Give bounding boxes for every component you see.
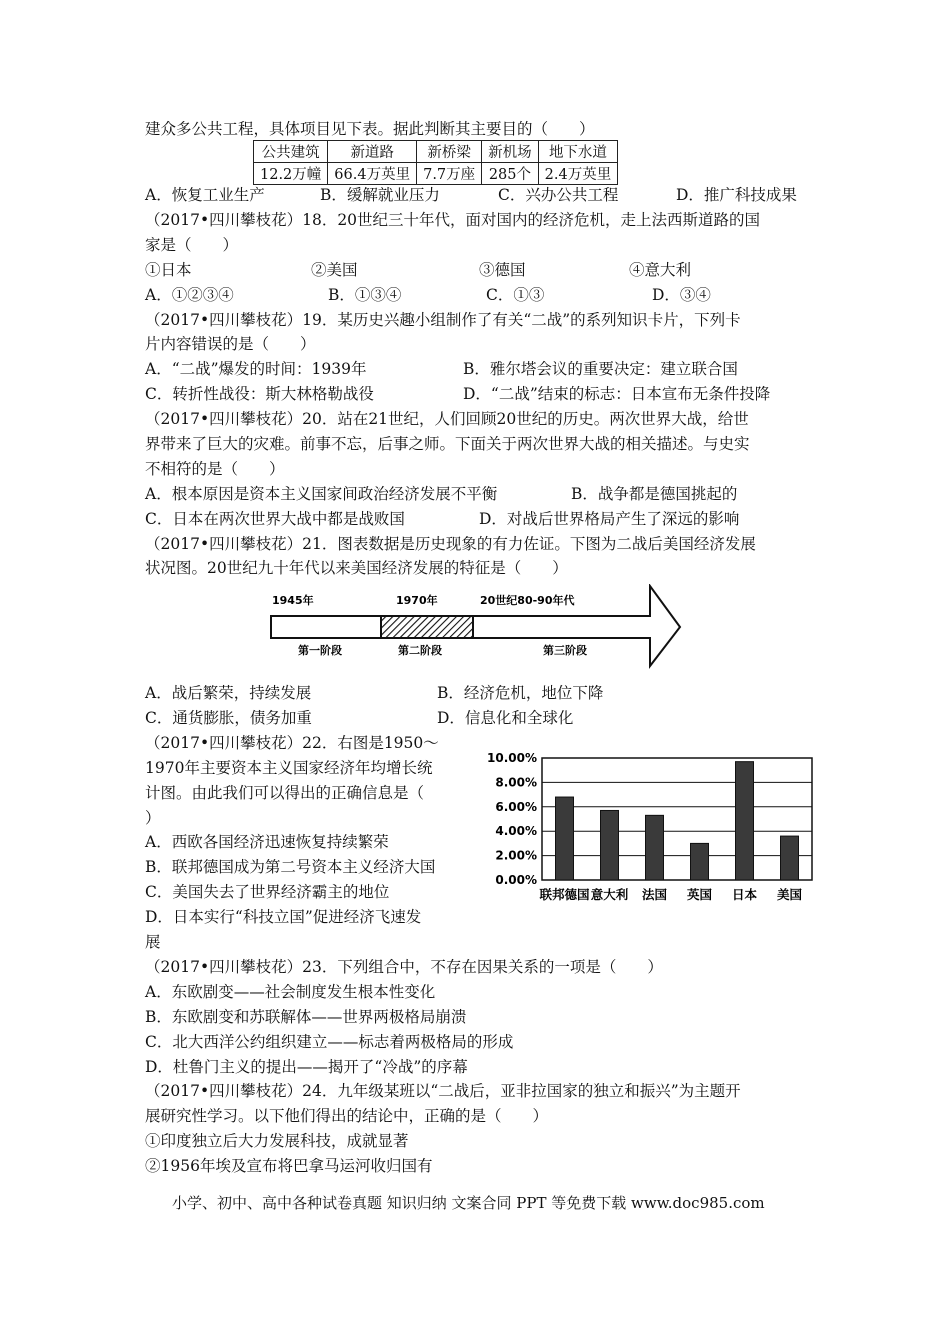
option-d: D．信息化和全球化 <box>437 709 574 727</box>
q22-stem-cont: 1970年主要资本主义国家经济年均增长统 <box>145 759 433 777</box>
us-economy-timeline <box>262 584 687 670</box>
q18-stem: （2017•四川攀枝花）18．20世纪三十年代，面对国内的经济危机，走上法西斯道路的国 <box>145 211 761 229</box>
option-d: D．日本实行“科技立国”促进经济飞速发 <box>145 908 422 926</box>
y-tick-label: 0.00% <box>495 873 537 887</box>
y-tick-label: 6.00% <box>495 799 537 814</box>
option-c: C．转折性战役：斯大林格勒战役 <box>145 385 374 403</box>
q19-stem: （2017•四川攀枝花）19．某历史兴趣小组制作了有关“二战”的系列知识卡片，下列卡 <box>145 311 741 329</box>
option-d: D．“二战”结束的标志：日本宣布无条件投降 <box>463 385 771 403</box>
year-1945: 1945年 <box>272 594 314 607</box>
bar <box>646 815 664 880</box>
y-tick-label: 4.00% <box>495 824 537 839</box>
item-3: ③德国 <box>479 261 526 279</box>
option-a: A．①②③④ <box>145 286 234 304</box>
option-d: D．推广科技成果 <box>676 186 797 204</box>
option-b: B．联邦德国成为第二号资本主义经济大国 <box>145 858 436 876</box>
table-header-cell: 地下水道 <box>538 141 618 163</box>
y-tick-label: 10.00% <box>487 751 537 765</box>
bar <box>781 836 799 880</box>
table-header-cell: 新机场 <box>482 141 539 163</box>
x-category-label: 日本 <box>731 887 758 902</box>
q19-options-ab <box>145 359 738 379</box>
option-d: D．对战后世界格局产生了深远的影响 <box>479 510 740 528</box>
item-2: ②美国 <box>311 261 358 279</box>
footer-text: 小学、初中、高中各种试卷真题 知识归纳 文案合同 PPT 等免费下载 www.doc985.com <box>172 1194 765 1212</box>
y-tick-label: 2.00% <box>495 848 537 863</box>
plot-frame <box>542 758 812 880</box>
item-4: ④意大利 <box>629 261 692 279</box>
y-tick-label: 8.00% <box>495 775 537 790</box>
option-a: A．“二战”爆发的时间：1939年 <box>145 360 367 378</box>
q22-stem: （2017•四川攀枝花）22．右图是1950～ <box>145 734 439 752</box>
q22-stem-cont2: 计图。由此我们可以得出的正确信息是（ <box>145 784 425 802</box>
q20-options-ab <box>145 484 737 504</box>
table-header-cell: 新道路 <box>328 141 417 163</box>
q24-stem: （2017•四川攀枝花）24．九年级某班以“二战后，亚非拉国家的独立和振兴”为主题开 <box>145 1082 741 1100</box>
option-c: C．兴办公共工程 <box>498 186 619 204</box>
option-d-cont: 展 <box>145 933 161 951</box>
option-a: A．恢复工业生产 <box>145 186 265 204</box>
q17-stem: 建众多公共工程，具体项目见下表。据此判断其主要目的（ ） <box>145 120 595 138</box>
year-80-90s: 20世纪80-90年代 <box>480 594 575 607</box>
option-c: C．日本在两次世界大战中都是战败国 <box>145 510 405 528</box>
q21-options-cd <box>145 708 573 728</box>
q22-stem-cont3: ） <box>145 809 161 827</box>
option-b: B．缓解就业压力 <box>320 186 440 204</box>
option-c: C．美国失去了世界经济霸主的地位 <box>145 883 390 901</box>
q21-stem: （2017•四川攀枝花）21．图表数据是历史现象的有力佐证。下图为二战后美国经济发展 <box>145 535 756 553</box>
option-c: C．通货膨胀，债务加重 <box>145 709 312 727</box>
item-1: ①印度独立后大力发展科技，成就显著 <box>145 1132 409 1150</box>
q20-stem-cont2: 不相符的是（ ） <box>145 460 285 478</box>
table-cell: 66.4万英里 <box>328 163 417 185</box>
option-a: A．根本原因是资本主义国家间政治经济发展不平衡 <box>145 485 498 503</box>
stage-2-label: 第二阶段 <box>398 644 442 657</box>
year-1970: 1970年 <box>396 594 438 607</box>
q18-stem-cont: 家是（ ） <box>145 236 239 254</box>
option-b: B．雅尔塔会议的重要决定：建立联合国 <box>463 360 738 378</box>
bar <box>601 810 619 880</box>
option-d: D．杜鲁门主义的提出——揭开了“冷战”的序幕 <box>145 1058 468 1076</box>
table-cell: 2.4万英里 <box>538 163 618 185</box>
q20-options-cd <box>145 509 739 529</box>
q20-stem: （2017•四川攀枝花）20．站在21世纪，人们回顾20世纪的历史。两次世界大战，给世 <box>145 410 749 428</box>
table-cell: 7.7万座 <box>417 163 482 185</box>
q20-stem-cont: 界带来了巨大的灾难。前事不忘，后事之师。下面关于两次世界大战的相关描述。与史实 <box>145 435 750 453</box>
q19-options-cd <box>145 384 770 404</box>
q24-stem-cont: 展研究性学习。以下他们得出的结论中，正确的是（ ） <box>145 1107 549 1125</box>
option-b: B．战争都是德国挑起的 <box>571 485 738 503</box>
table-header-cell: 公共建筑 <box>254 141 328 163</box>
bar <box>691 843 709 880</box>
stage-2-hatch <box>381 616 473 638</box>
q23-stem: （2017•四川攀枝花）23．下列组合中，不存在因果关系的一项是（ ） <box>145 958 663 976</box>
option-a: A．西欧各国经济迅速恢复持续繁荣 <box>145 833 389 851</box>
option-c: C．①③ <box>486 286 545 304</box>
x-category-label: 意大利 <box>590 887 629 902</box>
x-category-label: 法国 <box>641 887 668 902</box>
option-a: A．东欧剧变——社会制度发生根本性变化 <box>145 983 436 1001</box>
x-category-label: 英国 <box>686 887 713 902</box>
option-b: B．经济危机，地位下降 <box>437 684 604 702</box>
stage-3-label: 第三阶段 <box>543 644 587 657</box>
item-1: ①日本 <box>145 261 192 279</box>
option-b: B．①③④ <box>328 286 402 304</box>
table-cell: 12.2万幢 <box>254 163 328 185</box>
option-d: D．③④ <box>652 286 711 304</box>
bar <box>556 797 574 880</box>
public-works-table <box>253 140 618 185</box>
q21-stem-cont: 状况图。20世纪九十年代以来美国经济发展的特征是（ ） <box>145 559 568 577</box>
table-header-cell: 新桥梁 <box>417 141 482 163</box>
bar <box>736 762 754 880</box>
table-row <box>254 163 618 185</box>
q21-options-ab <box>145 683 603 703</box>
option-c: C．北大西洋公约组织建立——标志着两极格局的形成 <box>145 1033 514 1051</box>
x-category-label: 美国 <box>776 887 803 902</box>
option-a: A．战后繁荣，持续发展 <box>145 684 312 702</box>
table-cell: 285个 <box>482 163 539 185</box>
q18-items <box>145 260 691 280</box>
q17-options <box>145 185 797 205</box>
stage-1-label: 第一阶段 <box>298 644 342 657</box>
table-row <box>254 141 618 163</box>
growth-bar-chart <box>482 745 822 910</box>
item-2: ②1956年埃及宣布将巴拿马运河收归国有 <box>145 1157 433 1175</box>
q18-options <box>145 285 711 305</box>
q19-stem-cont: 片内容错误的是（ ） <box>145 335 316 353</box>
x-category-label: 联邦德国 <box>539 887 590 902</box>
option-b: B．东欧剧变和苏联解体——世界两极格局崩溃 <box>145 1008 467 1026</box>
